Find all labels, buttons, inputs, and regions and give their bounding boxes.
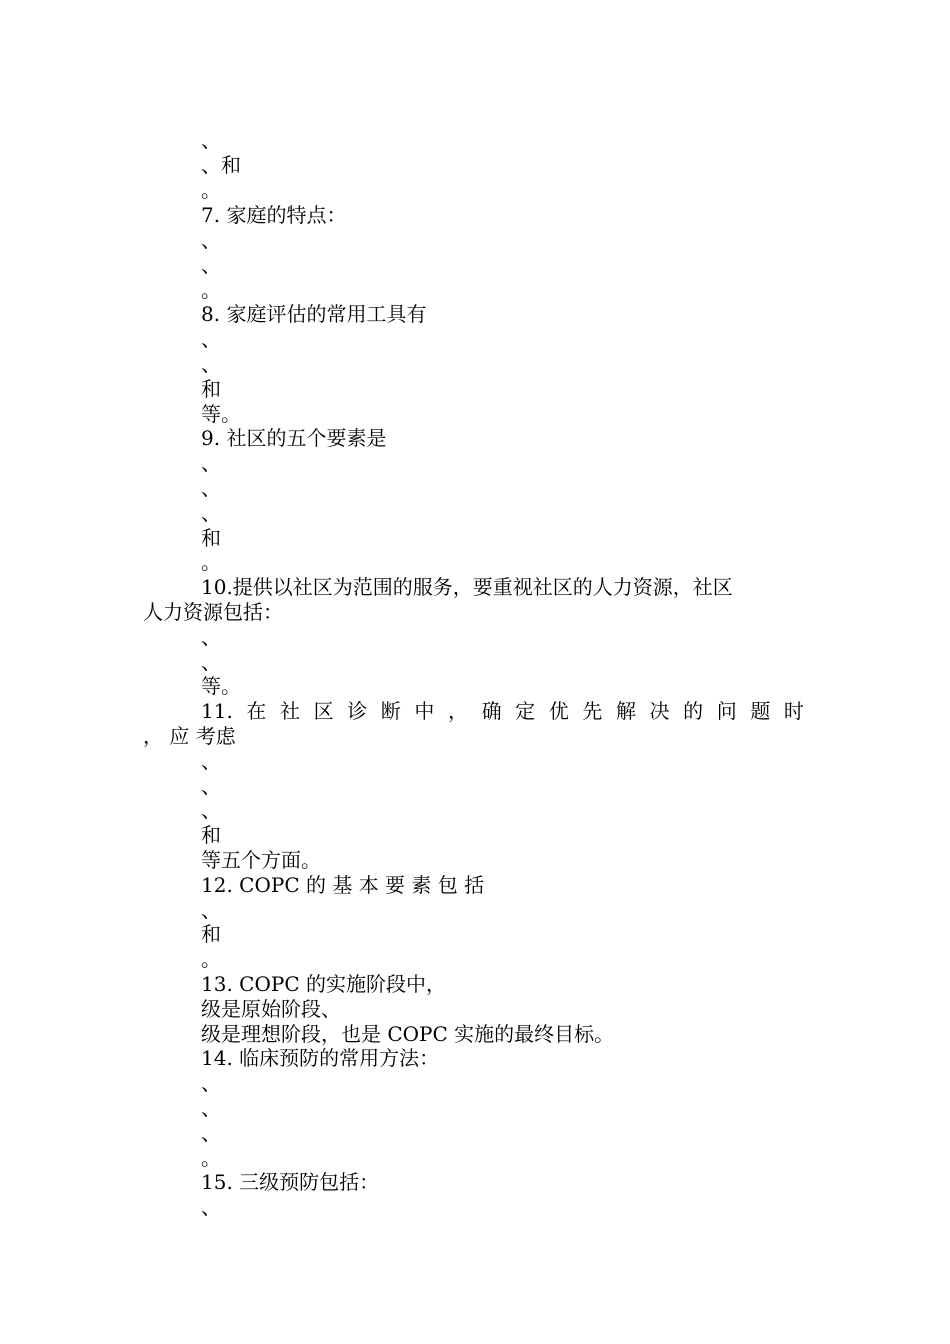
word: 中 bbox=[414, 699, 435, 723]
text-line: 级是理想阶段，也是 COPC 实施的最终目标。 bbox=[201, 1022, 615, 1046]
question-15: 15. 三级预防包括： bbox=[201, 1170, 380, 1194]
question-12: 12. COPC 的 基 本 要 素 包 括 bbox=[201, 873, 485, 897]
word: 区 bbox=[313, 699, 334, 723]
text-line: 、 bbox=[201, 898, 221, 922]
text-line: 、 bbox=[201, 476, 221, 500]
text-line: 、 bbox=[201, 128, 221, 152]
text-line: 、 bbox=[201, 1071, 221, 1095]
text-line: 、 bbox=[201, 228, 221, 252]
text-line: 、 bbox=[201, 798, 221, 822]
text-line: 、 bbox=[201, 1121, 221, 1145]
text-line: 、 bbox=[201, 253, 221, 277]
word: 定 bbox=[515, 699, 536, 723]
question-14: 14. 临床预防的常用方法： bbox=[201, 1046, 440, 1070]
word: 解 bbox=[615, 699, 636, 723]
question-10: 10.提供以社区为范围的服务，要重视社区的人力资源，社区 bbox=[201, 575, 733, 599]
word: 诊 bbox=[347, 699, 368, 723]
question-8: 8. 家庭评估的常用工具有 bbox=[201, 302, 427, 326]
word: 确 bbox=[481, 699, 502, 723]
word: 断 bbox=[380, 699, 401, 723]
text-line: 等。 bbox=[201, 674, 241, 698]
word: ， bbox=[447, 699, 468, 723]
text-line: 。 bbox=[201, 550, 221, 574]
text-line: 和 bbox=[201, 377, 221, 401]
word: 决 bbox=[649, 699, 670, 723]
question-7: 7. 家庭的特点： bbox=[201, 203, 347, 227]
text-line: 、 bbox=[201, 1096, 221, 1120]
question-9: 9. 社区的五个要素是 bbox=[201, 426, 387, 450]
text-line: 。 bbox=[201, 1146, 221, 1170]
text-line: 和 bbox=[201, 823, 221, 847]
question-10-continued: 人力资源包括： bbox=[143, 600, 283, 624]
text-line: 。 bbox=[201, 278, 221, 302]
text-line: 、 bbox=[201, 1195, 221, 1219]
word: 社 bbox=[280, 699, 300, 723]
word: 11. bbox=[201, 699, 233, 723]
text-line: 等。 bbox=[201, 402, 241, 426]
text-line: 等五个方面。 bbox=[201, 848, 321, 872]
question-11-continued: ， 应 考虑 bbox=[143, 724, 236, 748]
text-line: 、 bbox=[201, 352, 221, 376]
word: 在 bbox=[246, 699, 267, 723]
text-line: 和 bbox=[201, 526, 221, 550]
word: 时 bbox=[783, 699, 804, 723]
question-13: 13. COPC 的实施阶段中， bbox=[201, 972, 446, 996]
question-11 bbox=[201, 699, 804, 724]
text-line: 、 bbox=[201, 650, 221, 674]
word: 优 bbox=[548, 699, 569, 723]
text-line: 、 bbox=[201, 501, 221, 525]
text-line: 。 bbox=[201, 947, 221, 971]
word: 问 bbox=[716, 699, 737, 723]
word: 先 bbox=[582, 699, 603, 723]
text-line: 、 bbox=[201, 774, 221, 798]
text-line: 、 bbox=[201, 327, 221, 351]
text-line: 。 bbox=[201, 178, 221, 202]
text-line: 和 bbox=[201, 922, 221, 946]
word: 题 bbox=[750, 699, 771, 723]
text-line: 、 bbox=[201, 749, 221, 773]
text-line: 、 bbox=[201, 451, 221, 475]
text-line: 、 bbox=[201, 625, 221, 649]
text-line: 级是原始阶段、 bbox=[201, 997, 341, 1021]
word: 的 bbox=[683, 699, 704, 723]
text-line: 、和 bbox=[201, 153, 241, 177]
